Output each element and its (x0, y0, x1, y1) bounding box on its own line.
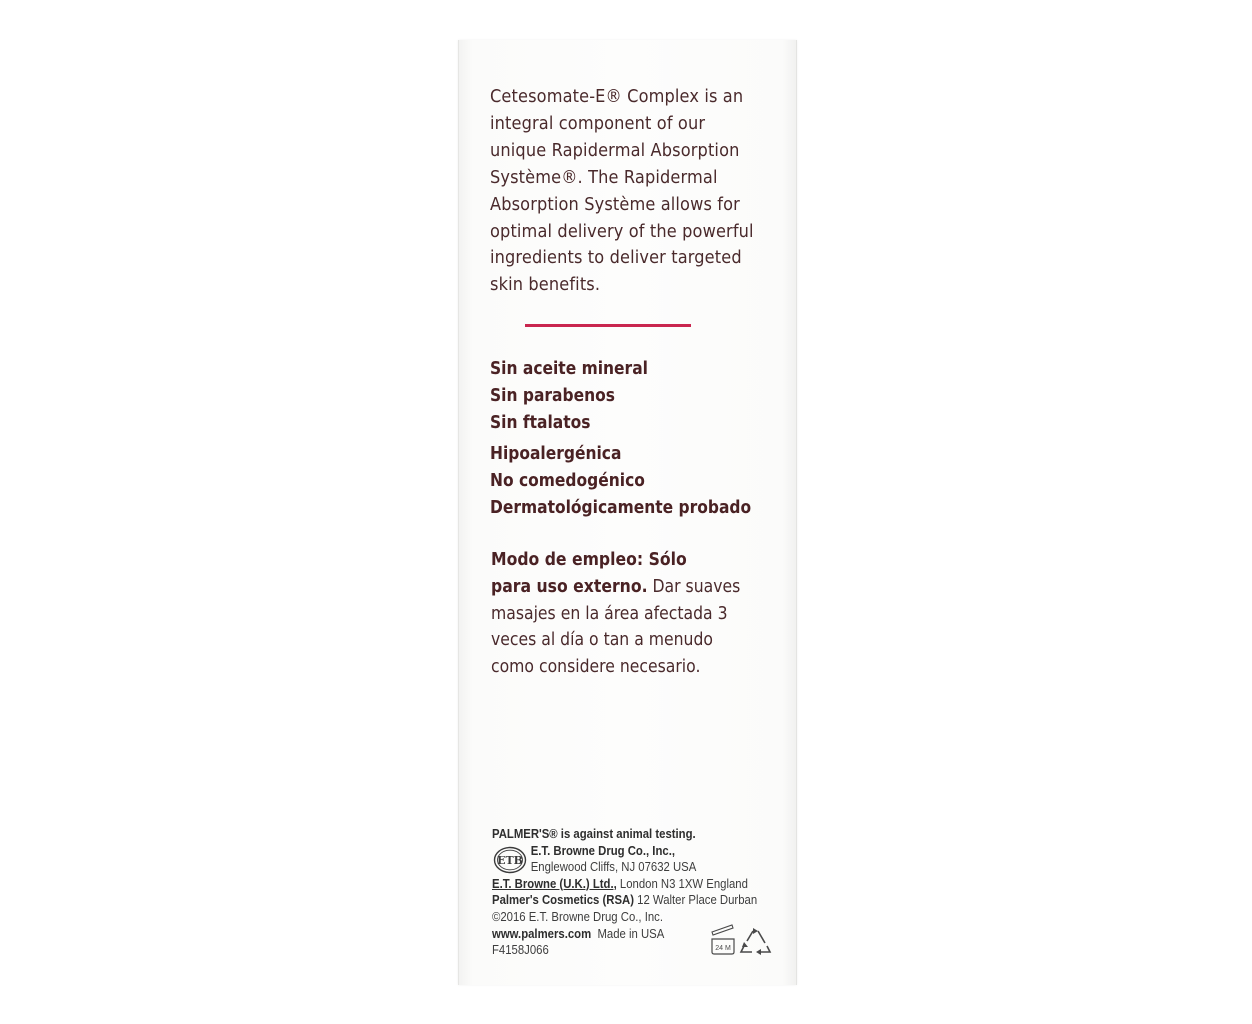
made-in-usa: Made in USA (591, 925, 665, 941)
recycle-icon (739, 927, 772, 957)
rsa-company-address: 12 Walter Place Durban (633, 892, 758, 908)
intro-line: Système®. The Rapidermal (490, 167, 718, 188)
directions-heading: Modo de empleo: Sólo (491, 550, 687, 570)
uk-company-address: London N3 1XW England (616, 875, 748, 891)
directions-of-use (491, 547, 740, 681)
directions-heading-cont: para uso externo. (491, 576, 648, 597)
product-box-side-panel (458, 40, 797, 985)
pink-divider-line (525, 324, 691, 327)
rsa-company-name: Palmer's Cosmetics (RSA) (492, 892, 634, 908)
pao-label: 24 M (715, 945, 731, 952)
directions-line: masajes en la área afectada 3 (491, 603, 728, 624)
intro-line: integral component of our (490, 113, 706, 134)
directions-text: Dar suaves (647, 576, 741, 597)
claim-item: No comedogénico (490, 471, 645, 491)
claim-item: Sin parabenos (490, 386, 615, 406)
claim-item: Dermatológicamente probado (490, 498, 752, 518)
claim-item: Hipoalergénica (490, 444, 622, 464)
etb-logo-icon (493, 846, 527, 874)
intro-line: Absorption Système allows for (490, 194, 740, 215)
product-code: F4158J066 (492, 942, 549, 958)
open-jar-icon (708, 923, 738, 957)
intro-paragraph (490, 84, 760, 299)
product-claims-list (490, 356, 751, 522)
etb-logo-text: ETB (497, 854, 523, 867)
intro-line: skin benefits. (490, 275, 601, 296)
claim-item: Sin aceite mineral (490, 359, 648, 379)
copyright-notice: ©2016 E.T. Browne Drug Co., Inc. (492, 908, 664, 924)
us-company-name: E.T. Browne Drug Co., Inc., (530, 842, 676, 858)
intro-line: Cetesomate-E® Complex is an (490, 87, 744, 107)
intro-line: optimal delivery of the powerful (490, 221, 754, 242)
intro-line: ingredients to deliver targeted (490, 248, 742, 269)
us-company-address: Englewood Cliffs, NJ 07632 USA (530, 859, 697, 875)
uk-company-name: E.T. Browne (U.K.) Ltd., (492, 875, 617, 891)
website-text: www.palmers.com (492, 925, 592, 941)
claim-item: Sin ftalatos (490, 413, 591, 433)
intro-line: unique Rapidermal Absorption (490, 140, 740, 161)
directions-line: como considere necesario. (491, 657, 701, 678)
animal-testing-statement: PALMER'S® is against animal testing. (492, 826, 696, 841)
directions-line: veces al día o tan a menudo (491, 630, 713, 651)
